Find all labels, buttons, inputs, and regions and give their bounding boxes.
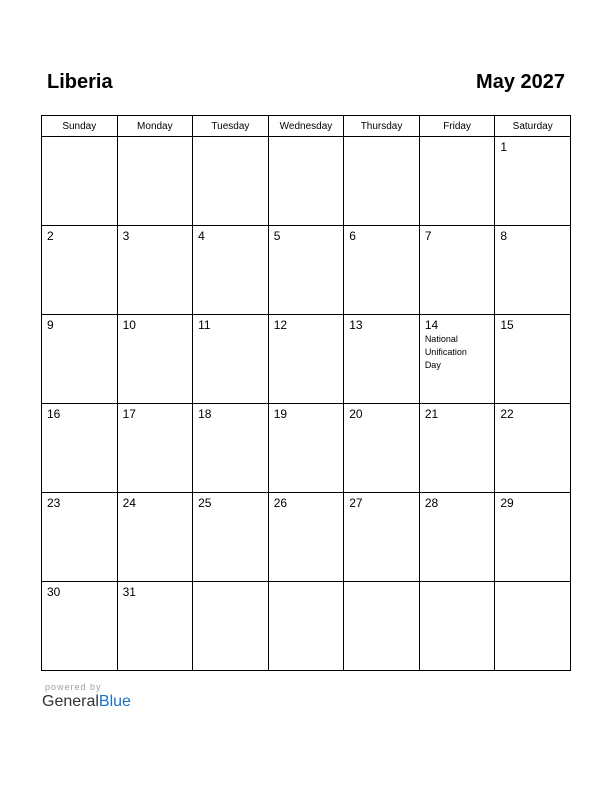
day-cell <box>495 315 571 404</box>
day-number: 29 <box>500 496 514 510</box>
week-row <box>42 404 571 493</box>
day-cell <box>117 315 193 404</box>
holiday-label: National Unification Day <box>424 334 467 370</box>
day-number: 1 <box>500 140 508 154</box>
day-cell <box>344 493 420 582</box>
footer <box>42 682 131 711</box>
day-cell <box>42 137 118 226</box>
day-cell <box>344 137 420 226</box>
day-number <box>42 137 117 141</box>
day-number <box>344 137 419 141</box>
day-cell <box>193 493 269 582</box>
week-row <box>42 582 571 671</box>
day-number: 26 <box>273 496 288 510</box>
day-cell <box>419 493 495 582</box>
day-number: 31 <box>122 585 136 599</box>
day-cell <box>495 582 571 671</box>
day-cell <box>268 493 344 582</box>
day-number <box>269 582 344 586</box>
day-number: 2 <box>47 229 54 243</box>
day-number: 21 <box>424 407 439 421</box>
day-cell <box>42 493 118 582</box>
day-number <box>118 137 193 141</box>
day-cell <box>344 404 420 493</box>
day-cell <box>193 315 269 404</box>
weekday-wednesday: Wednesday <box>268 116 344 137</box>
day-cell <box>268 404 344 493</box>
day-number <box>420 582 495 586</box>
week-row <box>42 315 571 404</box>
weekday-thursday: Thursday <box>344 116 420 137</box>
brand-blue-text: Blue <box>98 693 131 710</box>
day-number: 25 <box>198 496 212 510</box>
day-cell <box>42 315 118 404</box>
day-cell <box>419 137 495 226</box>
day-number: 24 <box>122 496 136 510</box>
weekday-tuesday: Tuesday <box>193 116 269 137</box>
day-number: 11 <box>198 318 211 332</box>
day-number: 28 <box>424 496 439 510</box>
day-number: 10 <box>122 318 136 332</box>
day-number: 16 <box>47 407 61 421</box>
weekday-friday: Friday <box>419 116 495 137</box>
day-number: 4 <box>198 229 205 243</box>
weekday-saturday: Saturday <box>495 116 571 137</box>
day-cell <box>268 315 344 404</box>
day-number: 22 <box>500 407 514 421</box>
day-cell <box>42 226 118 315</box>
day-cell <box>344 226 420 315</box>
day-cell <box>193 226 269 315</box>
day-number: 5 <box>273 229 281 243</box>
day-number <box>193 582 268 586</box>
day-number <box>269 137 344 141</box>
day-number <box>495 582 570 586</box>
day-cell <box>495 137 571 226</box>
week-row <box>42 493 571 582</box>
day-number <box>344 582 419 586</box>
day-number <box>420 137 495 141</box>
day-number: 23 <box>47 496 61 510</box>
day-number: 13 <box>349 318 363 332</box>
day-cell <box>495 493 571 582</box>
day-cell <box>419 404 495 493</box>
week-row <box>42 226 571 315</box>
day-cell <box>117 582 193 671</box>
day-cell <box>193 582 269 671</box>
day-cell <box>193 404 269 493</box>
day-number: 6 <box>349 229 356 243</box>
weekday-sunday: Sunday <box>42 116 118 137</box>
day-cell <box>117 226 193 315</box>
day-number: 3 <box>122 229 130 243</box>
day-cell <box>344 315 420 404</box>
day-number: 27 <box>349 496 363 510</box>
day-cell <box>419 315 495 404</box>
week-row <box>42 137 571 226</box>
day-number: 17 <box>122 407 136 421</box>
day-number: 20 <box>349 407 363 421</box>
day-cell <box>495 226 571 315</box>
calendar-header <box>41 71 571 97</box>
day-number: 19 <box>273 407 288 421</box>
month-year-title: May 2027 <box>476 71 565 93</box>
country-title: Liberia <box>47 71 113 93</box>
day-cell <box>268 137 344 226</box>
day-cell <box>495 404 571 493</box>
day-cell <box>42 404 118 493</box>
day-cell <box>117 137 193 226</box>
day-cell <box>268 226 344 315</box>
day-number: 7 <box>424 229 432 243</box>
day-number: 30 <box>47 585 61 599</box>
weekday-header-row <box>42 116 571 137</box>
day-number <box>193 137 268 141</box>
day-number: 12 <box>273 318 288 332</box>
generalblue-logo[interactable] <box>42 693 131 711</box>
day-number: 8 <box>500 229 508 243</box>
day-cell <box>193 137 269 226</box>
powered-by-text: powered by <box>45 682 102 692</box>
weekday-monday: Monday <box>117 116 193 137</box>
day-number: 18 <box>198 407 212 421</box>
day-cell <box>268 582 344 671</box>
day-cell <box>344 582 420 671</box>
brand-general-text: General <box>42 693 99 710</box>
day-cell <box>117 404 193 493</box>
day-number: 14 <box>424 318 439 332</box>
day-cell <box>419 226 495 315</box>
day-cell <box>42 582 118 671</box>
day-cell <box>419 582 495 671</box>
calendar-grid <box>41 115 571 671</box>
day-cell <box>117 493 193 582</box>
day-number: 9 <box>47 318 54 332</box>
day-number: 15 <box>500 318 514 332</box>
